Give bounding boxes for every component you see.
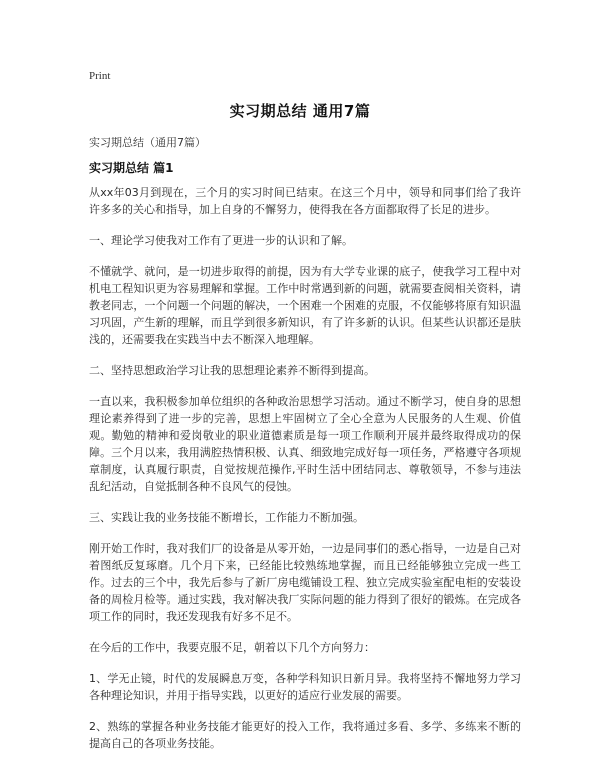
section-heading: 实习期总结 篇1 — [89, 161, 174, 175]
document-body — [89, 184, 521, 766]
paragraph-heading-3: 三、实践让我的业务技能不断增长，工作能力不断加强。 — [89, 511, 364, 524]
print-link[interactable]: Print — [89, 70, 111, 82]
paragraph-intro: 从xx年03月到现在，三个月的实习时间已结束。在这三个月中，领导和同事们给了我许许多多的关心和指导，加上自身的不懈努力，使得我在各方面都取得了长足的进步。 — [89, 186, 521, 216]
page-title: 实习期总结 通用7篇 — [229, 102, 371, 120]
paragraph-heading-1: 一、理论学习使我对工作有了更进一步的认识和了解。 — [89, 234, 353, 247]
paragraph-practice: 刚开始工作时，我对我们厂的设备是从零开始，一边是同事们的悉心指导，一边是自己对着图纸反复琢磨。几个月下来，已经能比较熟练地掌握，而且已经能够独立完成一些工作。过去的三个中，我先后参与了新厂房电缆铺设工程、独立完成实验室配电柜的安装设备的周检月检等。通过实践，我对解决我厂实际问题的能力得到了很好的锻炼。在完成各项工作的同时，我还发现我有好多不足不。 — [89, 542, 521, 623]
paragraph-theory-study: 不懂就学、就问，是一切进步取得的前提，因为有大学专业课的底子，使我学习工程中对机电工程知识更为容易理解和掌握。工作中时常遇到新的问题，就需要查阅相关资料，请教老同志，一个问题一个问题的解决，一个困难一个困难的克服，不仅能够将原有知识温习巩固，产生新的理解，而且学到很多新知识，有了许多新的认识。但某些认识都还是肤浅的，还需要我在实践当中去不断深入地理解。 — [89, 265, 521, 346]
paragraph-goal-1: 1、学无止镜，时代的发展瞬息万变，各种学科知识日新月异。我将坚持不懈地努力学习各种理论知识，并用于指导实践，以更好的适应行业发展的需要。 — [89, 672, 521, 702]
paragraph-heading-2: 二、坚持思想政治学习让我的思想理论素养不断得到提高。 — [89, 364, 375, 377]
document-subtitle: 实习期总结（通用7篇） — [89, 136, 206, 149]
paragraph-political-study: 一直以来，我积极参加单位组织的各种政治思想学习活动。通过不断学习，使自身的思想理论素养得到了进一步的完善，思想上牢固树立了全心全意为人民服务的人生观、价值观。勤勉的精神和爱岗敬业的职业道德素质是每一项工作顺利开展并最终取得成功的保障。三个月以来，我用满腔热情积极、认真、细致地完成好每一项任务，严格遵守各项规章制度，认真履行职责，自觉按规范操作,平时生活中团结同志、尊敬领导，不参与违法乱纪活动，自觉抵制各种不良风气的侵蚀。 — [89, 395, 521, 493]
paragraph-goal-2: 2、熟练的掌握各种业务技能才能更好的投入工作，我将通过多看、多学、多练来不断的提高自己的各项业务技能。 — [89, 720, 521, 750]
paragraph-future-intro: 在今后的工作中，我要克服不足，朝着以下几个方向努力： — [89, 641, 375, 654]
